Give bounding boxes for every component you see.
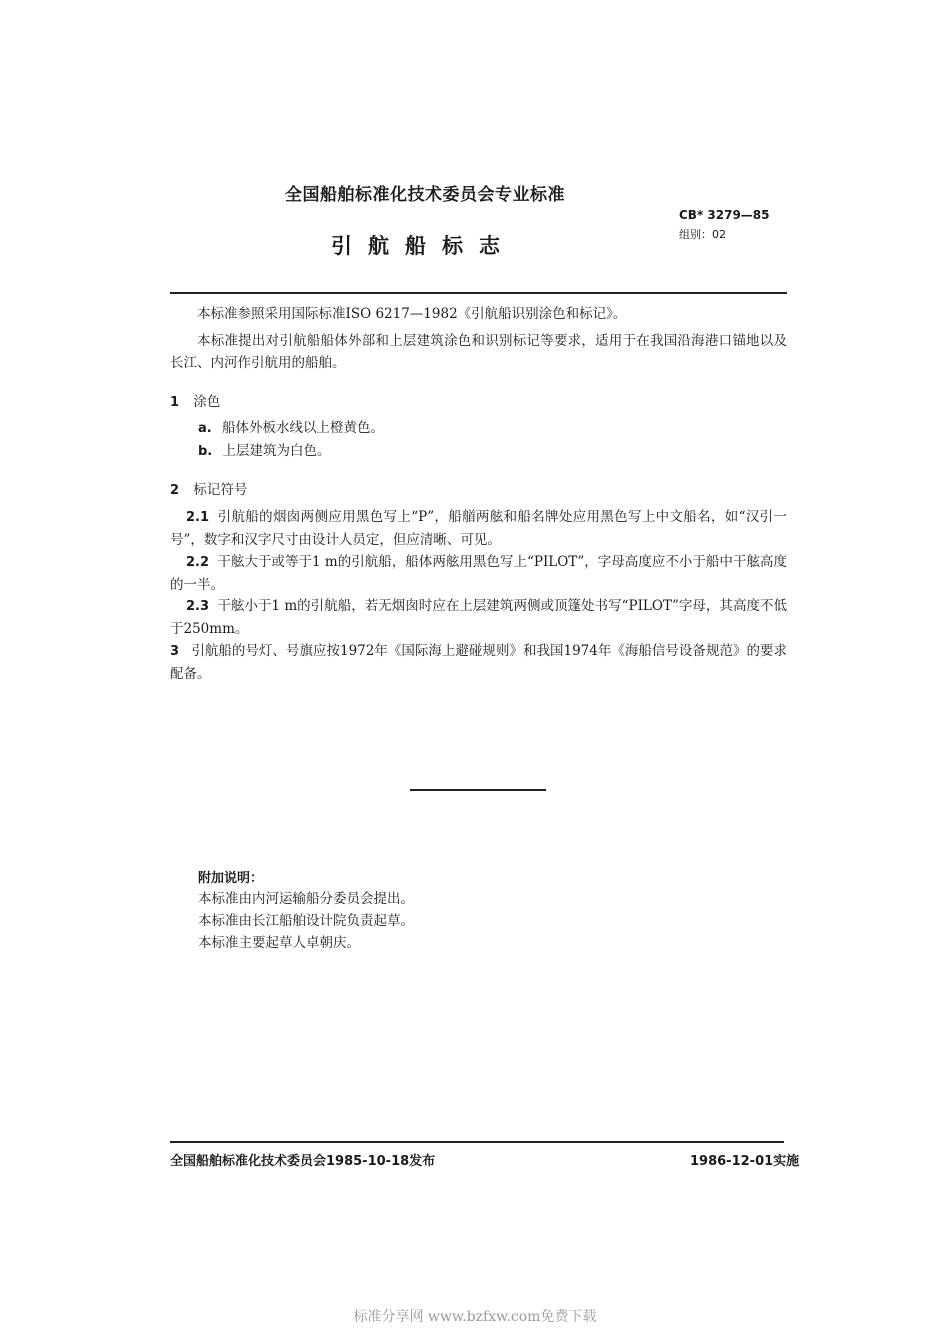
clause-2-1 — [170, 506, 787, 551]
additional-note-1: 本标准由内河运输船分委员会提出。 — [198, 891, 414, 907]
intro-paragraph-1: 本标准参照采用国际标准ISO 6217—1982《引航船识别涂色和标记》。 — [197, 306, 627, 322]
end-divider — [410, 789, 546, 791]
section-2-number: 2 — [170, 483, 180, 498]
clause-2-3 — [170, 595, 787, 640]
item-text: 船体外板水线以上橙黄色。 — [222, 420, 385, 436]
footer-divider — [170, 1141, 784, 1143]
additional-note-3: 本标准主要起草人卓朝庆。 — [198, 935, 360, 951]
additional-notes-title: 附加说明： — [198, 871, 264, 886]
section-3-number: 3 — [170, 644, 180, 659]
intro-paragraph-2: 本标准提出对引航船船体外部和上层建筑涂色和识别标记等要求，适用于在我国沿海港口锚地以及长江、内河作引航用的船舶。 — [170, 333, 787, 371]
additional-note-2: 本标准由长江船舶设计院负责起草。 — [198, 913, 414, 929]
clause-text: 干舷小于1 m的引航船，若无烟囱时应在上层建筑两侧或顶篷处书写“PILOT”字母，其高度不低于250mm。 — [170, 598, 787, 637]
list-item-a — [198, 418, 384, 439]
clause-number: 2.1 — [186, 510, 210, 525]
issue-date: 全国船舶标准化技术委员会1985-10-18发布 — [170, 1154, 436, 1169]
clause-2-2 — [170, 551, 787, 596]
clause-text: 干舷大于或等于1 m的引航船，船体两舷用黑色写上“PILOT”，字母高度应不小于船中干舷高度的一半。 — [170, 554, 787, 593]
section-1-heading — [170, 390, 220, 410]
document-title: 引航船标志 — [331, 234, 516, 258]
section-3 — [170, 640, 787, 685]
group-number: 组别：02 — [679, 228, 726, 241]
section-2-heading — [170, 478, 247, 498]
clause-text: 引航船的烟囱两侧应用黑色写上“P”，船艏两舷和船名牌处应用黑色写上中文船名，如“汉引一号”，数字和汉字尺寸由设计人员定，但应清晰、可见。 — [170, 509, 787, 548]
list-item-b — [198, 441, 331, 462]
section-1-number: 1 — [170, 395, 180, 410]
section-1-title: 涂色 — [193, 394, 221, 410]
standard-code: CB* 3279—85 — [679, 208, 770, 222]
top-divider — [170, 292, 787, 294]
org-title: 全国船舶标准化技术委员会专业标准 — [285, 185, 565, 205]
item-label: a. — [198, 421, 212, 436]
effective-date: 1986-12-01实施 — [690, 1154, 800, 1169]
watermark: 标准分享网 www.bzfxw.com免费下载 — [353, 1309, 597, 1325]
clause-number: 2.2 — [186, 555, 210, 570]
item-label: b. — [198, 444, 213, 459]
clause-number: 2.3 — [186, 599, 210, 614]
section-3-text: 引航船的号灯、号旗应按1972年《国际海上避碰规则》和我国1974年《海船信号设备规范》的要求配备。 — [170, 643, 787, 682]
section-2-title: 标记符号 — [193, 482, 248, 498]
item-text: 上层建筑为白色。 — [222, 443, 331, 459]
